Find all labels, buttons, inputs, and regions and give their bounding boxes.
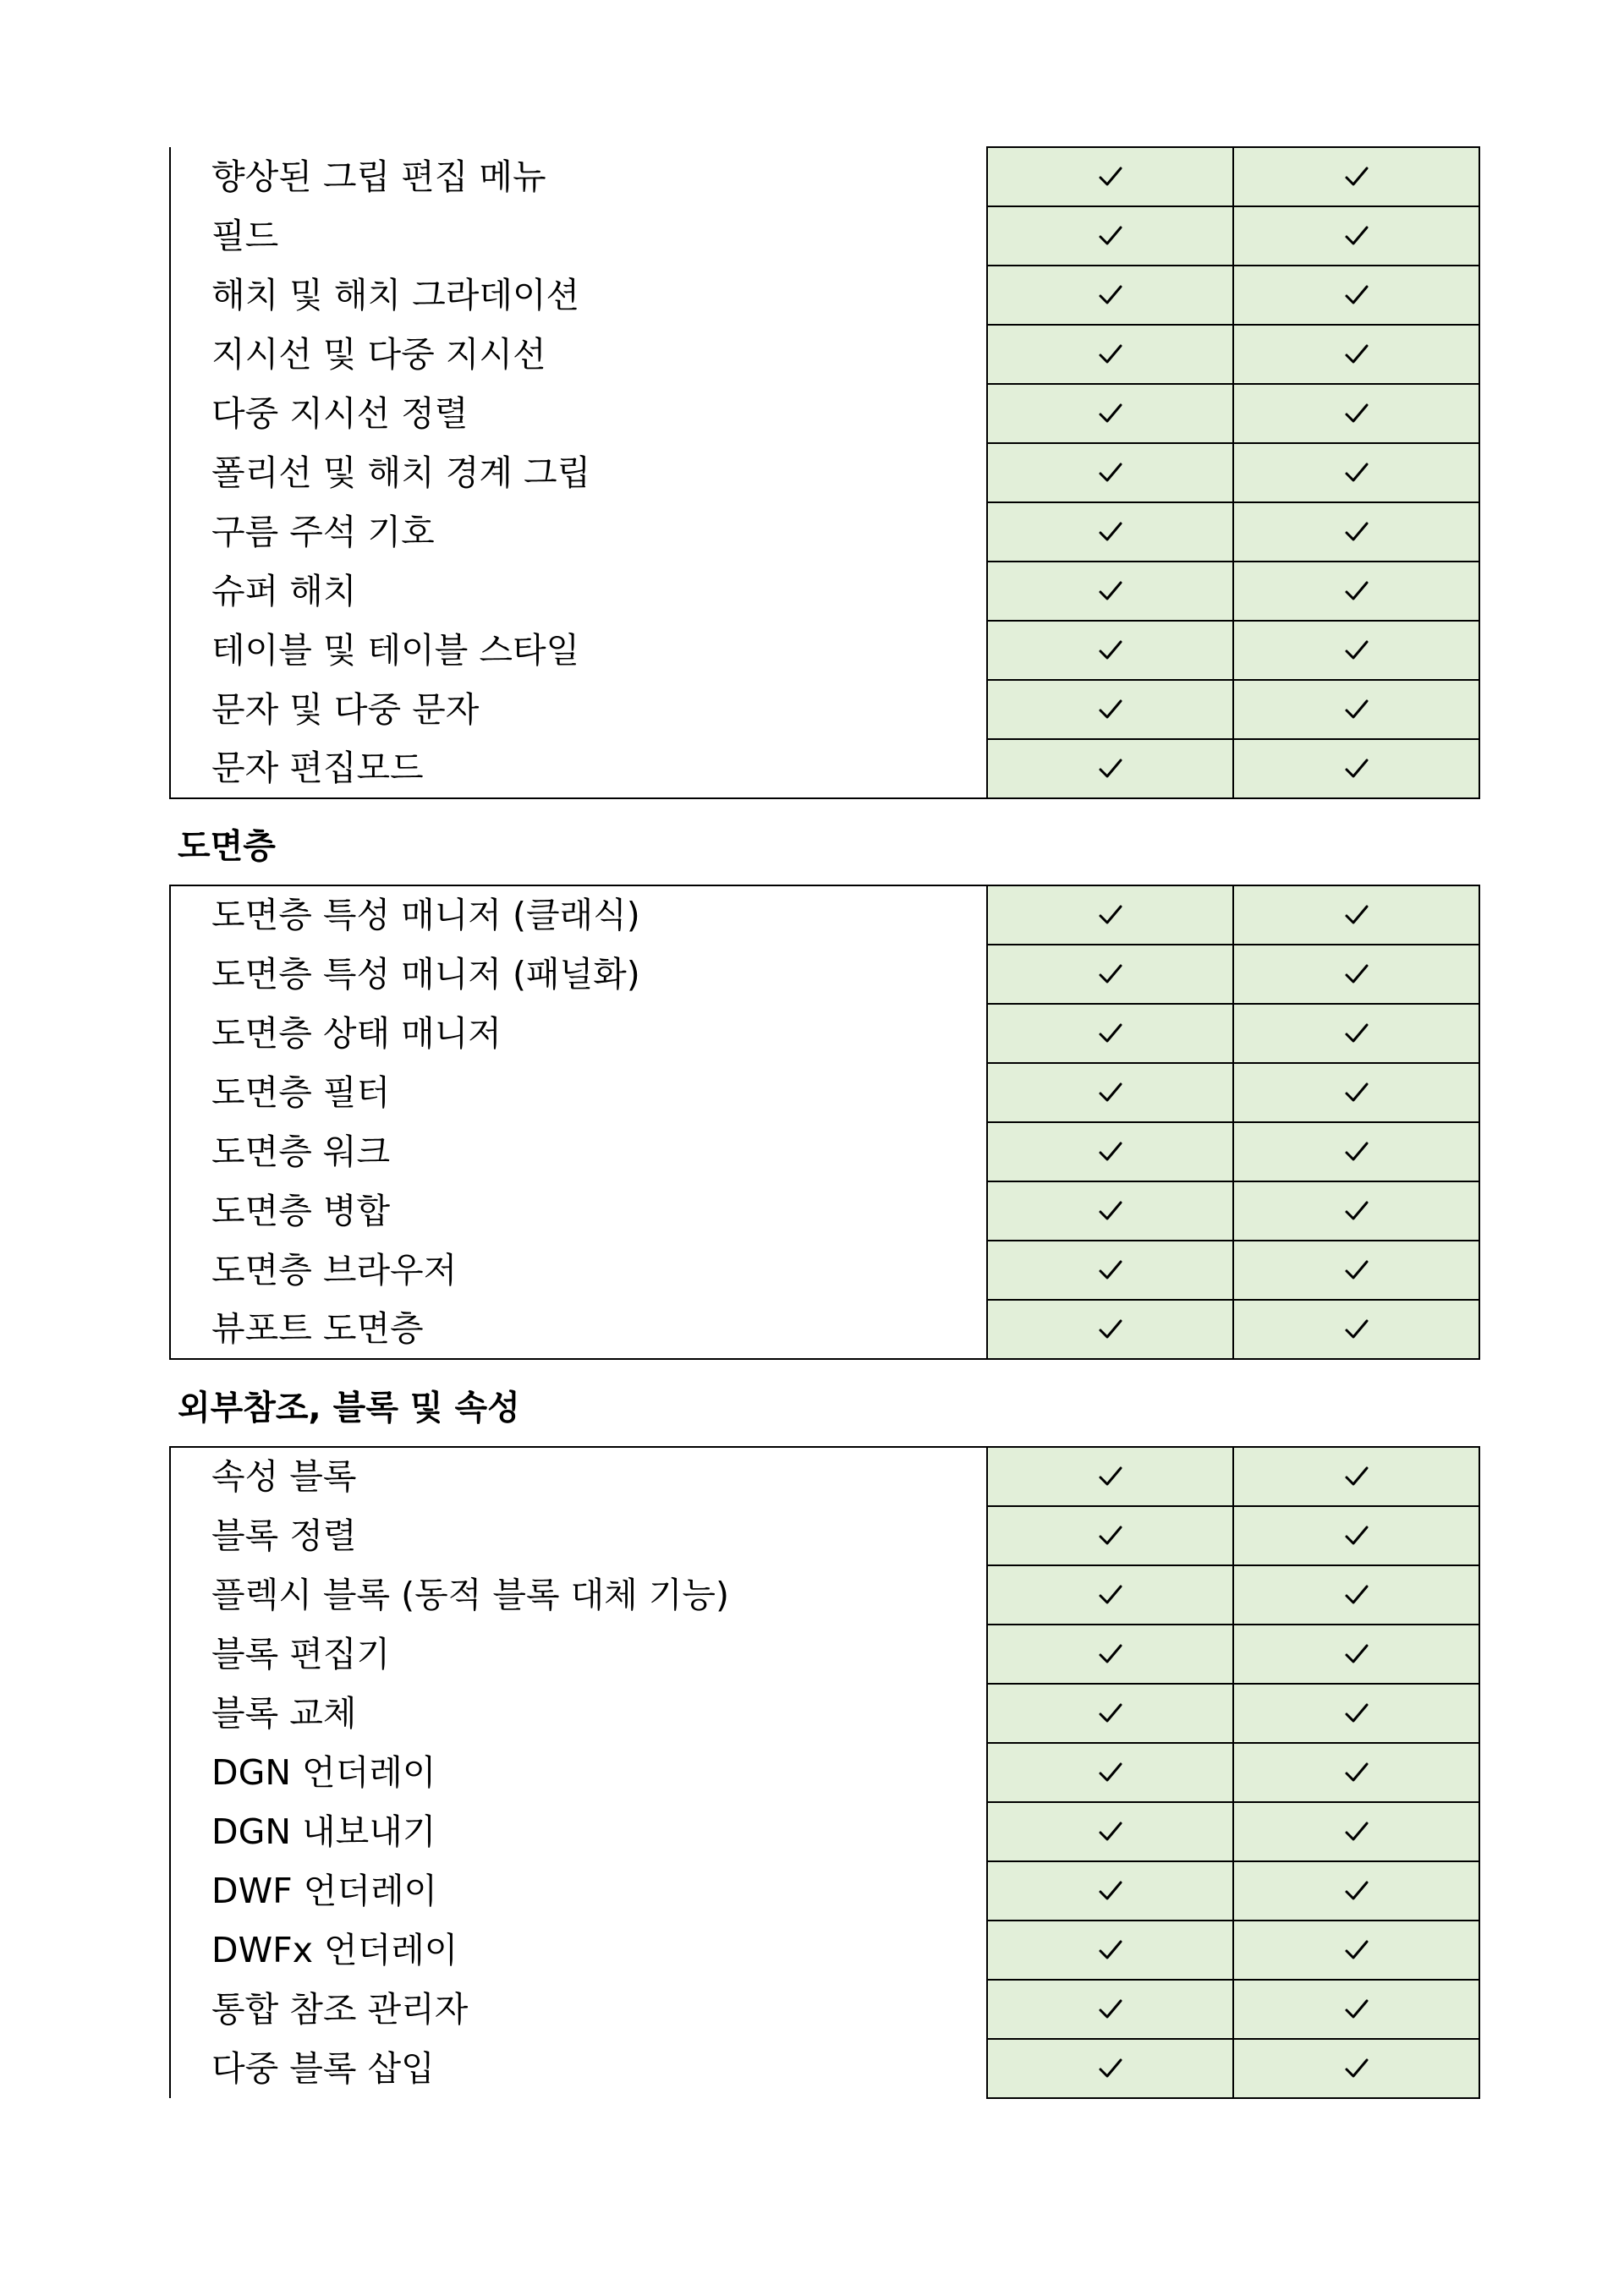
table-row xyxy=(170,739,1479,798)
support-cell-col1 xyxy=(987,945,1233,1004)
check-icon xyxy=(1344,962,1369,986)
section-heading-xref-blocks: 외부참조, 블록 및 속성 xyxy=(178,1389,520,1427)
check-icon xyxy=(1344,1761,1369,1784)
feature-label: DGN 언더레이 xyxy=(170,1743,987,1802)
support-cell-col1 xyxy=(987,1241,1233,1300)
check-icon xyxy=(1344,1465,1369,1488)
feature-table-layers xyxy=(169,885,1480,1360)
feature-label: 통합 참조 관리자 xyxy=(170,1980,987,2039)
check-icon xyxy=(1098,165,1123,189)
table-row xyxy=(170,1802,1479,1861)
check-icon xyxy=(1098,903,1123,927)
feature-label: 도면층 특성 매니저 (패널화) xyxy=(170,945,987,1004)
feature-label: 해치 및 해치 그라데이션 xyxy=(170,266,987,325)
check-icon xyxy=(1344,1199,1369,1223)
check-icon xyxy=(1344,757,1369,781)
check-icon xyxy=(1098,1022,1123,1045)
check-icon xyxy=(1344,1997,1369,2021)
feature-label: 테이블 및 테이블 스타일 xyxy=(170,621,987,680)
check-icon xyxy=(1098,1583,1123,1607)
table-row xyxy=(170,1004,1479,1063)
support-cell-col1 xyxy=(987,1300,1233,1359)
support-cell-col1 xyxy=(987,1921,1233,1980)
table-row xyxy=(170,1122,1479,1181)
check-icon xyxy=(1098,1140,1123,1164)
support-cell-col2 xyxy=(1233,1565,1479,1625)
support-cell-col1 xyxy=(987,1625,1233,1684)
feature-label: 문자 및 다중 문자 xyxy=(170,680,987,739)
support-cell-col1 xyxy=(987,1684,1233,1743)
support-cell-col1 xyxy=(987,443,1233,502)
support-cell-col2 xyxy=(1233,1506,1479,1565)
check-icon xyxy=(1098,757,1123,781)
support-cell-col2 xyxy=(1233,680,1479,739)
section-heading-layers: 도면층 xyxy=(178,827,276,866)
check-icon xyxy=(1098,1199,1123,1223)
feature-label: 도면층 상태 매니저 xyxy=(170,1004,987,1063)
table-row xyxy=(170,502,1479,562)
feature-label: 슈퍼 해치 xyxy=(170,562,987,621)
support-cell-col1 xyxy=(987,147,1233,206)
check-icon xyxy=(1344,520,1369,544)
support-cell-col1 xyxy=(987,266,1233,325)
table-row xyxy=(170,1980,1479,2039)
check-icon xyxy=(1098,1879,1123,1903)
table-row xyxy=(170,1063,1479,1122)
support-cell-col2 xyxy=(1233,1181,1479,1241)
table-row xyxy=(170,1743,1479,1802)
check-icon xyxy=(1098,520,1123,544)
support-cell-col2 xyxy=(1233,1063,1479,1122)
check-icon xyxy=(1344,1318,1369,1341)
support-cell-col2 xyxy=(1233,2039,1479,2098)
support-cell-col1 xyxy=(987,885,1233,945)
check-icon xyxy=(1344,461,1369,485)
feature-label: 구름 주석 기호 xyxy=(170,502,987,562)
support-cell-col1 xyxy=(987,1447,1233,1506)
support-cell-col2 xyxy=(1233,1980,1479,2039)
feature-label: 속성 블록 xyxy=(170,1447,987,1506)
check-icon xyxy=(1098,1642,1123,1666)
check-icon xyxy=(1344,698,1369,721)
check-icon xyxy=(1098,1997,1123,2021)
check-icon xyxy=(1344,1524,1369,1548)
table-row xyxy=(170,384,1479,443)
check-icon xyxy=(1344,1022,1369,1045)
check-icon xyxy=(1098,1081,1123,1104)
support-cell-col2 xyxy=(1233,325,1479,384)
table-row xyxy=(170,443,1479,502)
support-cell-col2 xyxy=(1233,1921,1479,1980)
table-row xyxy=(170,1300,1479,1359)
feature-label: DWF 언더레이 xyxy=(170,1861,987,1921)
feature-label: 뷰포트 도면층 xyxy=(170,1300,987,1359)
check-icon xyxy=(1344,1879,1369,1903)
table-row xyxy=(170,325,1479,384)
support-cell-col1 xyxy=(987,680,1233,739)
check-icon xyxy=(1344,2057,1369,2080)
support-cell-col2 xyxy=(1233,1861,1479,1921)
table-row xyxy=(170,1921,1479,1980)
support-cell-col1 xyxy=(987,1861,1233,1921)
support-cell-col1 xyxy=(987,206,1233,266)
support-cell-col2 xyxy=(1233,1300,1479,1359)
check-icon xyxy=(1098,342,1123,366)
support-cell-col1 xyxy=(987,1181,1233,1241)
support-cell-col1 xyxy=(987,1565,1233,1625)
check-icon xyxy=(1344,903,1369,927)
check-icon xyxy=(1098,962,1123,986)
check-icon xyxy=(1098,1465,1123,1488)
table-row xyxy=(170,1684,1479,1743)
table-row xyxy=(170,621,1479,680)
check-icon xyxy=(1344,283,1369,307)
check-icon xyxy=(1098,224,1123,248)
check-icon xyxy=(1344,1642,1369,1666)
check-icon xyxy=(1344,1701,1369,1725)
support-cell-col2 xyxy=(1233,147,1479,206)
check-icon xyxy=(1344,1583,1369,1607)
support-cell-col2 xyxy=(1233,621,1479,680)
feature-table-drawing xyxy=(169,146,1480,799)
support-cell-col1 xyxy=(987,1122,1233,1181)
check-icon xyxy=(1344,1938,1369,1962)
support-cell-col2 xyxy=(1233,384,1479,443)
check-icon xyxy=(1098,283,1123,307)
support-cell-col1 xyxy=(987,621,1233,680)
support-cell-col2 xyxy=(1233,1625,1479,1684)
check-icon xyxy=(1344,402,1369,425)
support-cell-col2 xyxy=(1233,502,1479,562)
feature-label: 폴리선 및 해치 경계 그립 xyxy=(170,443,987,502)
table-row xyxy=(170,680,1479,739)
feature-label: DGN 내보내기 xyxy=(170,1802,987,1861)
feature-label: 도면층 워크 xyxy=(170,1122,987,1181)
support-cell-col2 xyxy=(1233,1802,1479,1861)
support-cell-col2 xyxy=(1233,1004,1479,1063)
feature-label: 도면층 브라우저 xyxy=(170,1241,987,1300)
table-row xyxy=(170,206,1479,266)
feature-table-xref-blocks xyxy=(169,1446,1480,2099)
feature-label: 블록 교체 xyxy=(170,1684,987,1743)
check-icon xyxy=(1098,1318,1123,1341)
feature-label: DWFx 언더레이 xyxy=(170,1921,987,1980)
support-cell-col2 xyxy=(1233,1122,1479,1181)
check-icon xyxy=(1344,1258,1369,1282)
table-row xyxy=(170,2039,1479,2098)
feature-label: 블록 편집기 xyxy=(170,1625,987,1684)
feature-label: 지시선 및 다중 지시선 xyxy=(170,325,987,384)
table-row xyxy=(170,562,1479,621)
feature-label: 다중 지시선 정렬 xyxy=(170,384,987,443)
support-cell-col1 xyxy=(987,1506,1233,1565)
feature-label: 플렉시 블록 (동적 블록 대체 기능) xyxy=(170,1565,987,1625)
table-row xyxy=(170,885,1479,945)
check-icon xyxy=(1098,461,1123,485)
feature-table xyxy=(169,1446,1480,2099)
check-icon xyxy=(1344,1820,1369,1844)
support-cell-col2 xyxy=(1233,945,1479,1004)
table-row xyxy=(170,147,1479,206)
check-icon xyxy=(1344,638,1369,662)
check-icon xyxy=(1344,579,1369,603)
table-row xyxy=(170,945,1479,1004)
support-cell-col1 xyxy=(987,384,1233,443)
support-cell-col1 xyxy=(987,2039,1233,2098)
check-icon xyxy=(1098,1701,1123,1725)
check-icon xyxy=(1098,1524,1123,1548)
support-cell-col2 xyxy=(1233,1743,1479,1802)
support-cell-col2 xyxy=(1233,1447,1479,1506)
feature-label: 문자 편집모드 xyxy=(170,739,987,798)
check-icon xyxy=(1098,1258,1123,1282)
support-cell-col2 xyxy=(1233,443,1479,502)
check-icon xyxy=(1098,2057,1123,2080)
feature-label: 필드 xyxy=(170,206,987,266)
check-icon xyxy=(1098,638,1123,662)
support-cell-col1 xyxy=(987,1063,1233,1122)
support-cell-col2 xyxy=(1233,206,1479,266)
check-icon xyxy=(1344,342,1369,366)
support-cell-col1 xyxy=(987,562,1233,621)
support-cell-col1 xyxy=(987,1004,1233,1063)
table-row xyxy=(170,1861,1479,1921)
support-cell-col1 xyxy=(987,1743,1233,1802)
support-cell-col1 xyxy=(987,739,1233,798)
support-cell-col2 xyxy=(1233,1241,1479,1300)
check-icon xyxy=(1344,1140,1369,1164)
check-icon xyxy=(1344,224,1369,248)
table-row xyxy=(170,1565,1479,1625)
support-cell-col1 xyxy=(987,1980,1233,2039)
support-cell-col2 xyxy=(1233,885,1479,945)
check-icon xyxy=(1098,402,1123,425)
feature-label: 블록 정렬 xyxy=(170,1506,987,1565)
table-row xyxy=(170,266,1479,325)
feature-label: 향상된 그립 편집 메뉴 xyxy=(170,147,987,206)
support-cell-col2 xyxy=(1233,562,1479,621)
check-icon xyxy=(1098,1820,1123,1844)
table-row xyxy=(170,1241,1479,1300)
check-icon xyxy=(1098,579,1123,603)
feature-label: 도면층 특성 매니저 (클래식) xyxy=(170,885,987,945)
feature-label: 도면층 병합 xyxy=(170,1181,987,1241)
check-icon xyxy=(1344,1081,1369,1104)
table-row xyxy=(170,1625,1479,1684)
table-row xyxy=(170,1506,1479,1565)
check-icon xyxy=(1344,165,1369,189)
feature-table xyxy=(169,885,1480,1360)
check-icon xyxy=(1098,698,1123,721)
support-cell-col1 xyxy=(987,502,1233,562)
feature-label: 도면층 필터 xyxy=(170,1063,987,1122)
support-cell-col2 xyxy=(1233,1684,1479,1743)
table-row xyxy=(170,1447,1479,1506)
check-icon xyxy=(1098,1761,1123,1784)
support-cell-col2 xyxy=(1233,266,1479,325)
support-cell-col2 xyxy=(1233,739,1479,798)
feature-label: 다중 블록 삽입 xyxy=(170,2039,987,2098)
support-cell-col1 xyxy=(987,1802,1233,1861)
check-icon xyxy=(1098,1938,1123,1962)
table-row xyxy=(170,1181,1479,1241)
feature-table xyxy=(169,146,1480,799)
support-cell-col1 xyxy=(987,325,1233,384)
